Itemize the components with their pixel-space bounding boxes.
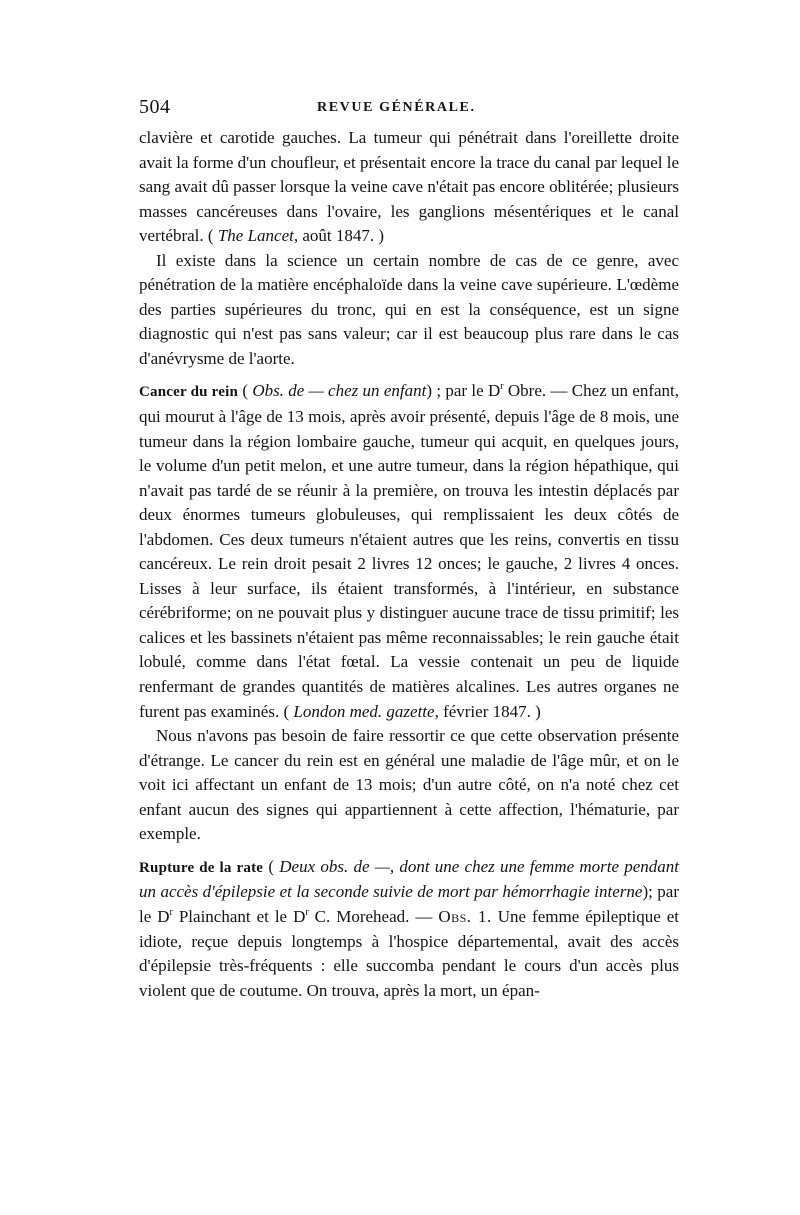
paragraph-4 — [139, 724, 679, 847]
section-5-text-c: Plainchant et le D — [172, 906, 306, 926]
section-3-text-a: ( — [238, 381, 253, 401]
paragraph-2-text: Il existe dans la science un certain nombre de cas de ce genre, avec pénétration de la matière encéphaloïde dans la veine cave supérieure. L'œdème des parties supérieures du tronc, qui en est la conséquence, est un signe diagnostic qui n'est pas sans valeur; car il est beaucoup plus rare dans le cas d'anévrysme de l'aorte. — [139, 250, 679, 368]
section-5-text-d: C. Morehead. — — [308, 906, 439, 926]
page-number: 504 — [139, 96, 171, 118]
book-page — [139, 90, 679, 1170]
section-3-date: , février 1847. ) — [434, 701, 541, 721]
section-5-subtitle: Deux obs. de —, dont une chez une femme morte pendant un accès d'épilepsie et la seconde suivie de mort par hémorrhagie interne — [139, 856, 679, 902]
citation-london-med-gazette: London med. gazette — [293, 701, 435, 721]
page-header — [139, 90, 679, 120]
section-title-rupture-de-la-rate: Rupture de la rate — [139, 859, 264, 876]
section-5-superscript-a: r — [169, 906, 173, 918]
page-body — [139, 126, 679, 1003]
paragraph-2 — [139, 249, 679, 372]
observation-label: Obs. 1. — [438, 906, 492, 926]
section-3-superscript: r — [500, 381, 504, 393]
section-3-text-b: ) ; par le D — [426, 381, 501, 401]
section-title-cancer-du-rein: Cancer du rein — [139, 384, 239, 401]
section-5-text-a: ( — [263, 856, 280, 876]
section-cancer-du-rein — [139, 379, 679, 724]
paragraph-1-text: clavière et carotide gauches. La tumeur qui pénétrait dans l'oreillette droite avait la forme d'un choufleur, et présentait encore la trace du canal par lequel le sang avait dû passer lorsque la veine cave n'était pas encore oblitérée; plusieurs masses cancéreuses dans l'ovaire, les ganglions mésentériques et le canal vertébral. ( — [139, 128, 679, 246]
section-3-subtitle: Obs. de — chez un enfant — [252, 381, 427, 401]
section-3-body: Obre. — Chez un enfant, qui mourut à l'âge de 13 mois, après avoir présenté, depuis l'âge de 8 mois, une tumeur dans la région lombaire gauche, tumeur qui acquit, en quelques jours, le volume d'un petit melon, et une autre tumeur, dans la région hépathique, qui n'avait pas tardé de se réunir à la première, on trouva les intestin déplacés par deux énormes tumeurs globuleuses, qui remplissaient les deux côtés de l'abdomen. Ces deux tumeurs n'étaient autres que les reins, convertis en tissu cancéreux. Le rein droit pesait 2 livres 12 onces; le gauche, 2 livres 4 onces. Lisses à leur surface, ils étaient transformés, à l'intérieur, en substance cérébriforme; on ne pouvait plus y distinguer aucune trace de tissu primitif; les calices et les bassinets n'étaient pas même reconnaissables; le rein gauche était lobulé, comme dans l'état fœtal. La vessie contenait un peu de liquide renfermant de grandes quantités de matières alcalines. Les autres organes ne furent pas examinés. ( — [139, 381, 679, 721]
running-head: REVUE GÉNÉRALE. — [317, 100, 476, 115]
citation-the-lancet: The Lancet — [217, 226, 294, 246]
section-5-text-b: ); par le D — [139, 882, 679, 926]
section-5-body: Une femme épileptique et idiote, reçue depuis longtemps à l'hospice départemental, avait des accès d'épilepsie très-fréquents : elle succomba pendant le cours d'un accès plus violent que de coutume. On trouva, après la mort, un épan- — [139, 906, 679, 1000]
paragraph-4-text: Nous n'avons pas besoin de faire ressortir ce que cette observation présente d'étrange. Le cancer du rein est en général une maladie de l'âge mûr, et on le voit ici affectant un enfant de 13 mois; d'un autre côté, on n'a noté chez cet enfant aucun des signes qui appartiennent à cette affection, l'hématurie, par exemple. — [139, 726, 679, 844]
section-rupture-de-la-rate — [139, 855, 679, 1003]
paragraph-1-date: , août 1847. ) — [293, 226, 385, 246]
paragraph-1 — [139, 126, 679, 249]
section-5-superscript-b: r — [305, 906, 309, 918]
